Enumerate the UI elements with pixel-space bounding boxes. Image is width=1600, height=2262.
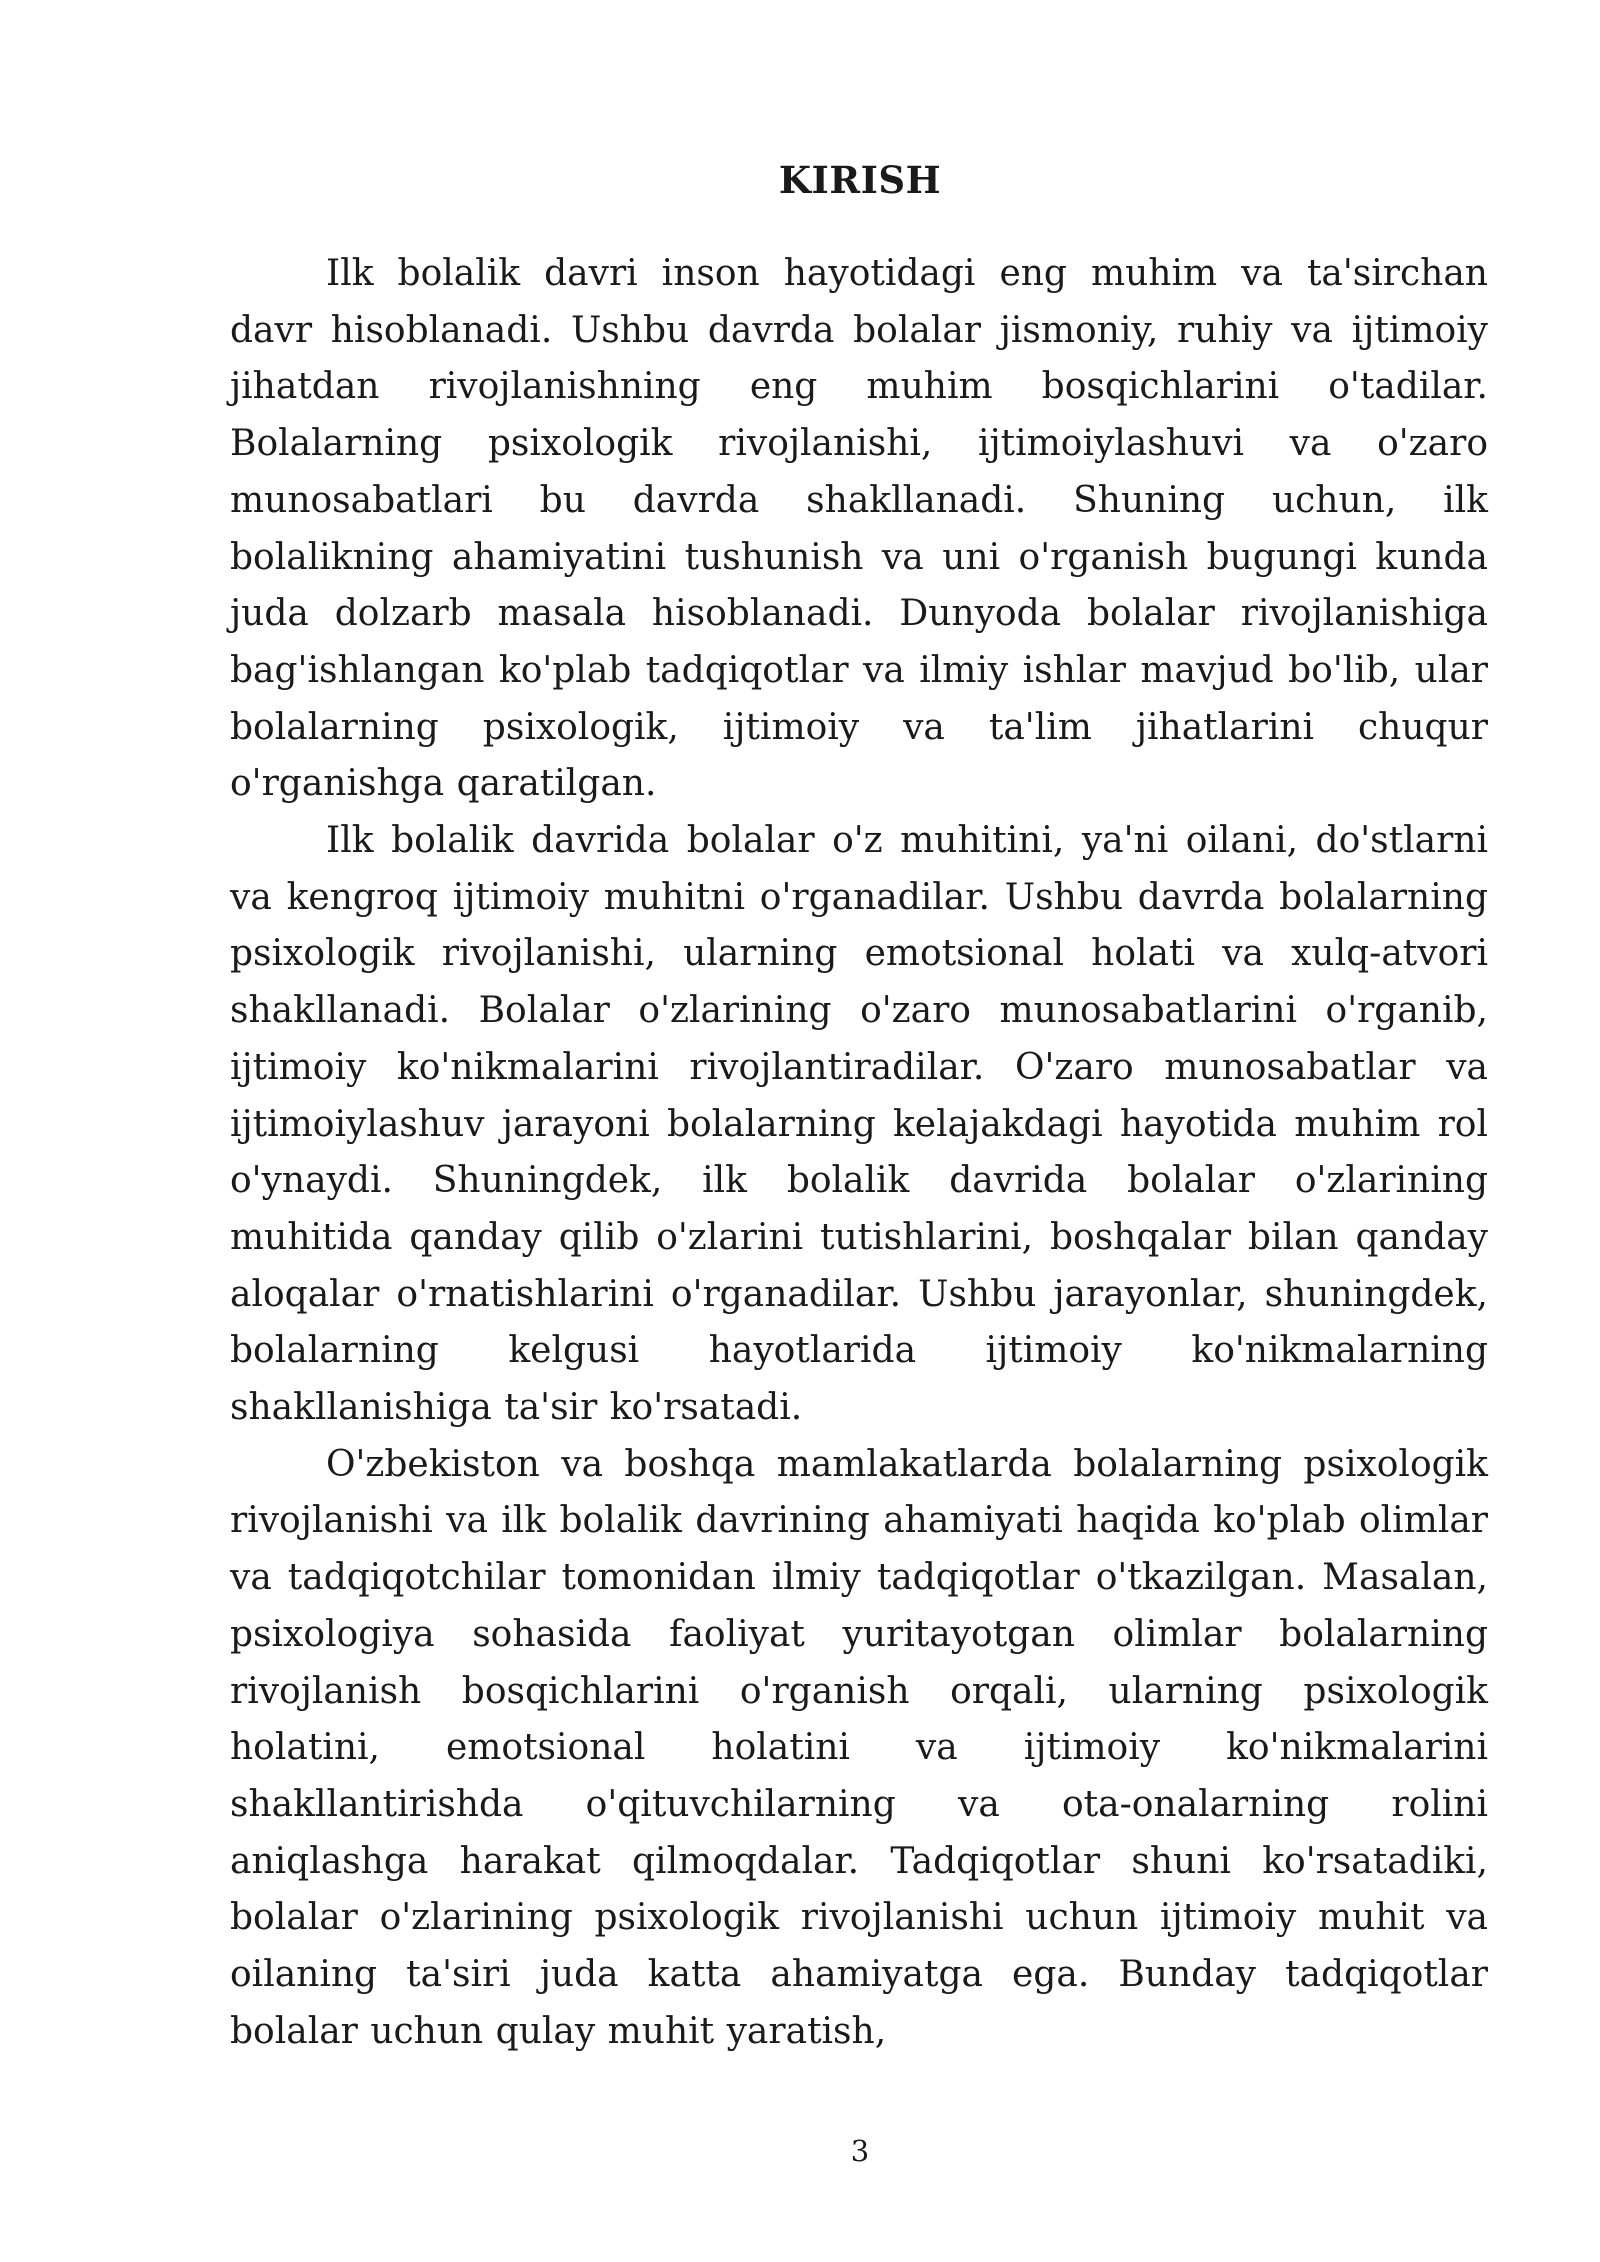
section-title: KIRISH (778, 158, 942, 202)
paragraph-1: Ilk bolalik davri inson hayotidagi eng muhim va ta'sirchan davr hisoblanadi. Ushbu davrda bolalar jismoniy, ruhiy va ijtimoiy jihatdan rivojlanishning eng muhim bosqichlarini o'tadilar. Bolalarning psixologik rivojlanishi, ijtimoiylashuvi va o'zaro munosabatlari bu davrda shakllanadi. Shuning uchun, ilk bolalikning ahamiyatini tushunish va uni o'rganish bugungi kunda juda dolzarb masala hisoblanadi. Dunyoda bolalar rivojlanishiga bag'ishlangan ko'plab tadqiqotlar va ilmiy ishlar mavjud bo'lib, ular bolalarning psixologik, ijtimoiy va ta'lim jihatlarini chuqur o'rganishga qaratilgan. (230, 253, 1488, 805)
page-number: 3 (850, 2134, 870, 2168)
paragraph-2: Ilk bolalik davrida bolalar o'z muhitini, ya'ni oilani, do'stlarni va kengroq ijtimoiy muhitni o'rganadilar. Ushbu davrda bolalarning psixologik rivojlanishi, ularning emotsional holati va xulq-atvori shakllanadi. Bolalar o'zlarining o'zaro munosabatlarini o'rganib, ijtimoiy ko'nikmalarini rivojlantiradilar. O'zaro munosabatlar va ijtimoiylashuv jarayoni bolalarning kelajakdagi hayotida muhim rol o'ynaydi. Shuningdek, ilk bolalik davrida bolalar o'zlarining muhitida qanday qilib o'zlarini tutishlarini, boshqalar bilan qanday aloqalar o'rnatishlarini o'rganadilar. Ushbu jarayonlar, shuningdek, bolalarning kelgusi hayotlarida ijtimoiy ko'nikmalarning shakllanishiga ta'sir ko'rsatadi. (230, 820, 1488, 1429)
paragraph-3: O'zbekiston va boshqa mamlakatlarda bolalarning psixologik rivojlanishi va ilk bolalik davrining ahamiyati haqida ko'plab olimlar va tadqiqotchilar tomonidan ilmiy tadqiqotlar o'tkazilgan. Masalan, psixologiya sohasida faoliyat yuritayotgan olimlar bolalarning rivojlanish bosqichlarini o'rganish orqali, ularning psixologik holatini, emotsional holatini va ijtimoiy ko'nikmalarini shakllantirishda o'qituvchilarning va ota-onalarning rolini aniqlashga harakat qilmoqdalar. Tadqiqotlar shuni ko'rsatadiki, bolalar o'zlarining psixologik rivojlanishi uchun ijtimoiy muhit va oilaning ta'siri juda katta ahamiyatga ega. Bunday tadqiqotlar bolalar uchun qulay muhit yaratish, (230, 1443, 1488, 2052)
body-text (230, 246, 1488, 2061)
